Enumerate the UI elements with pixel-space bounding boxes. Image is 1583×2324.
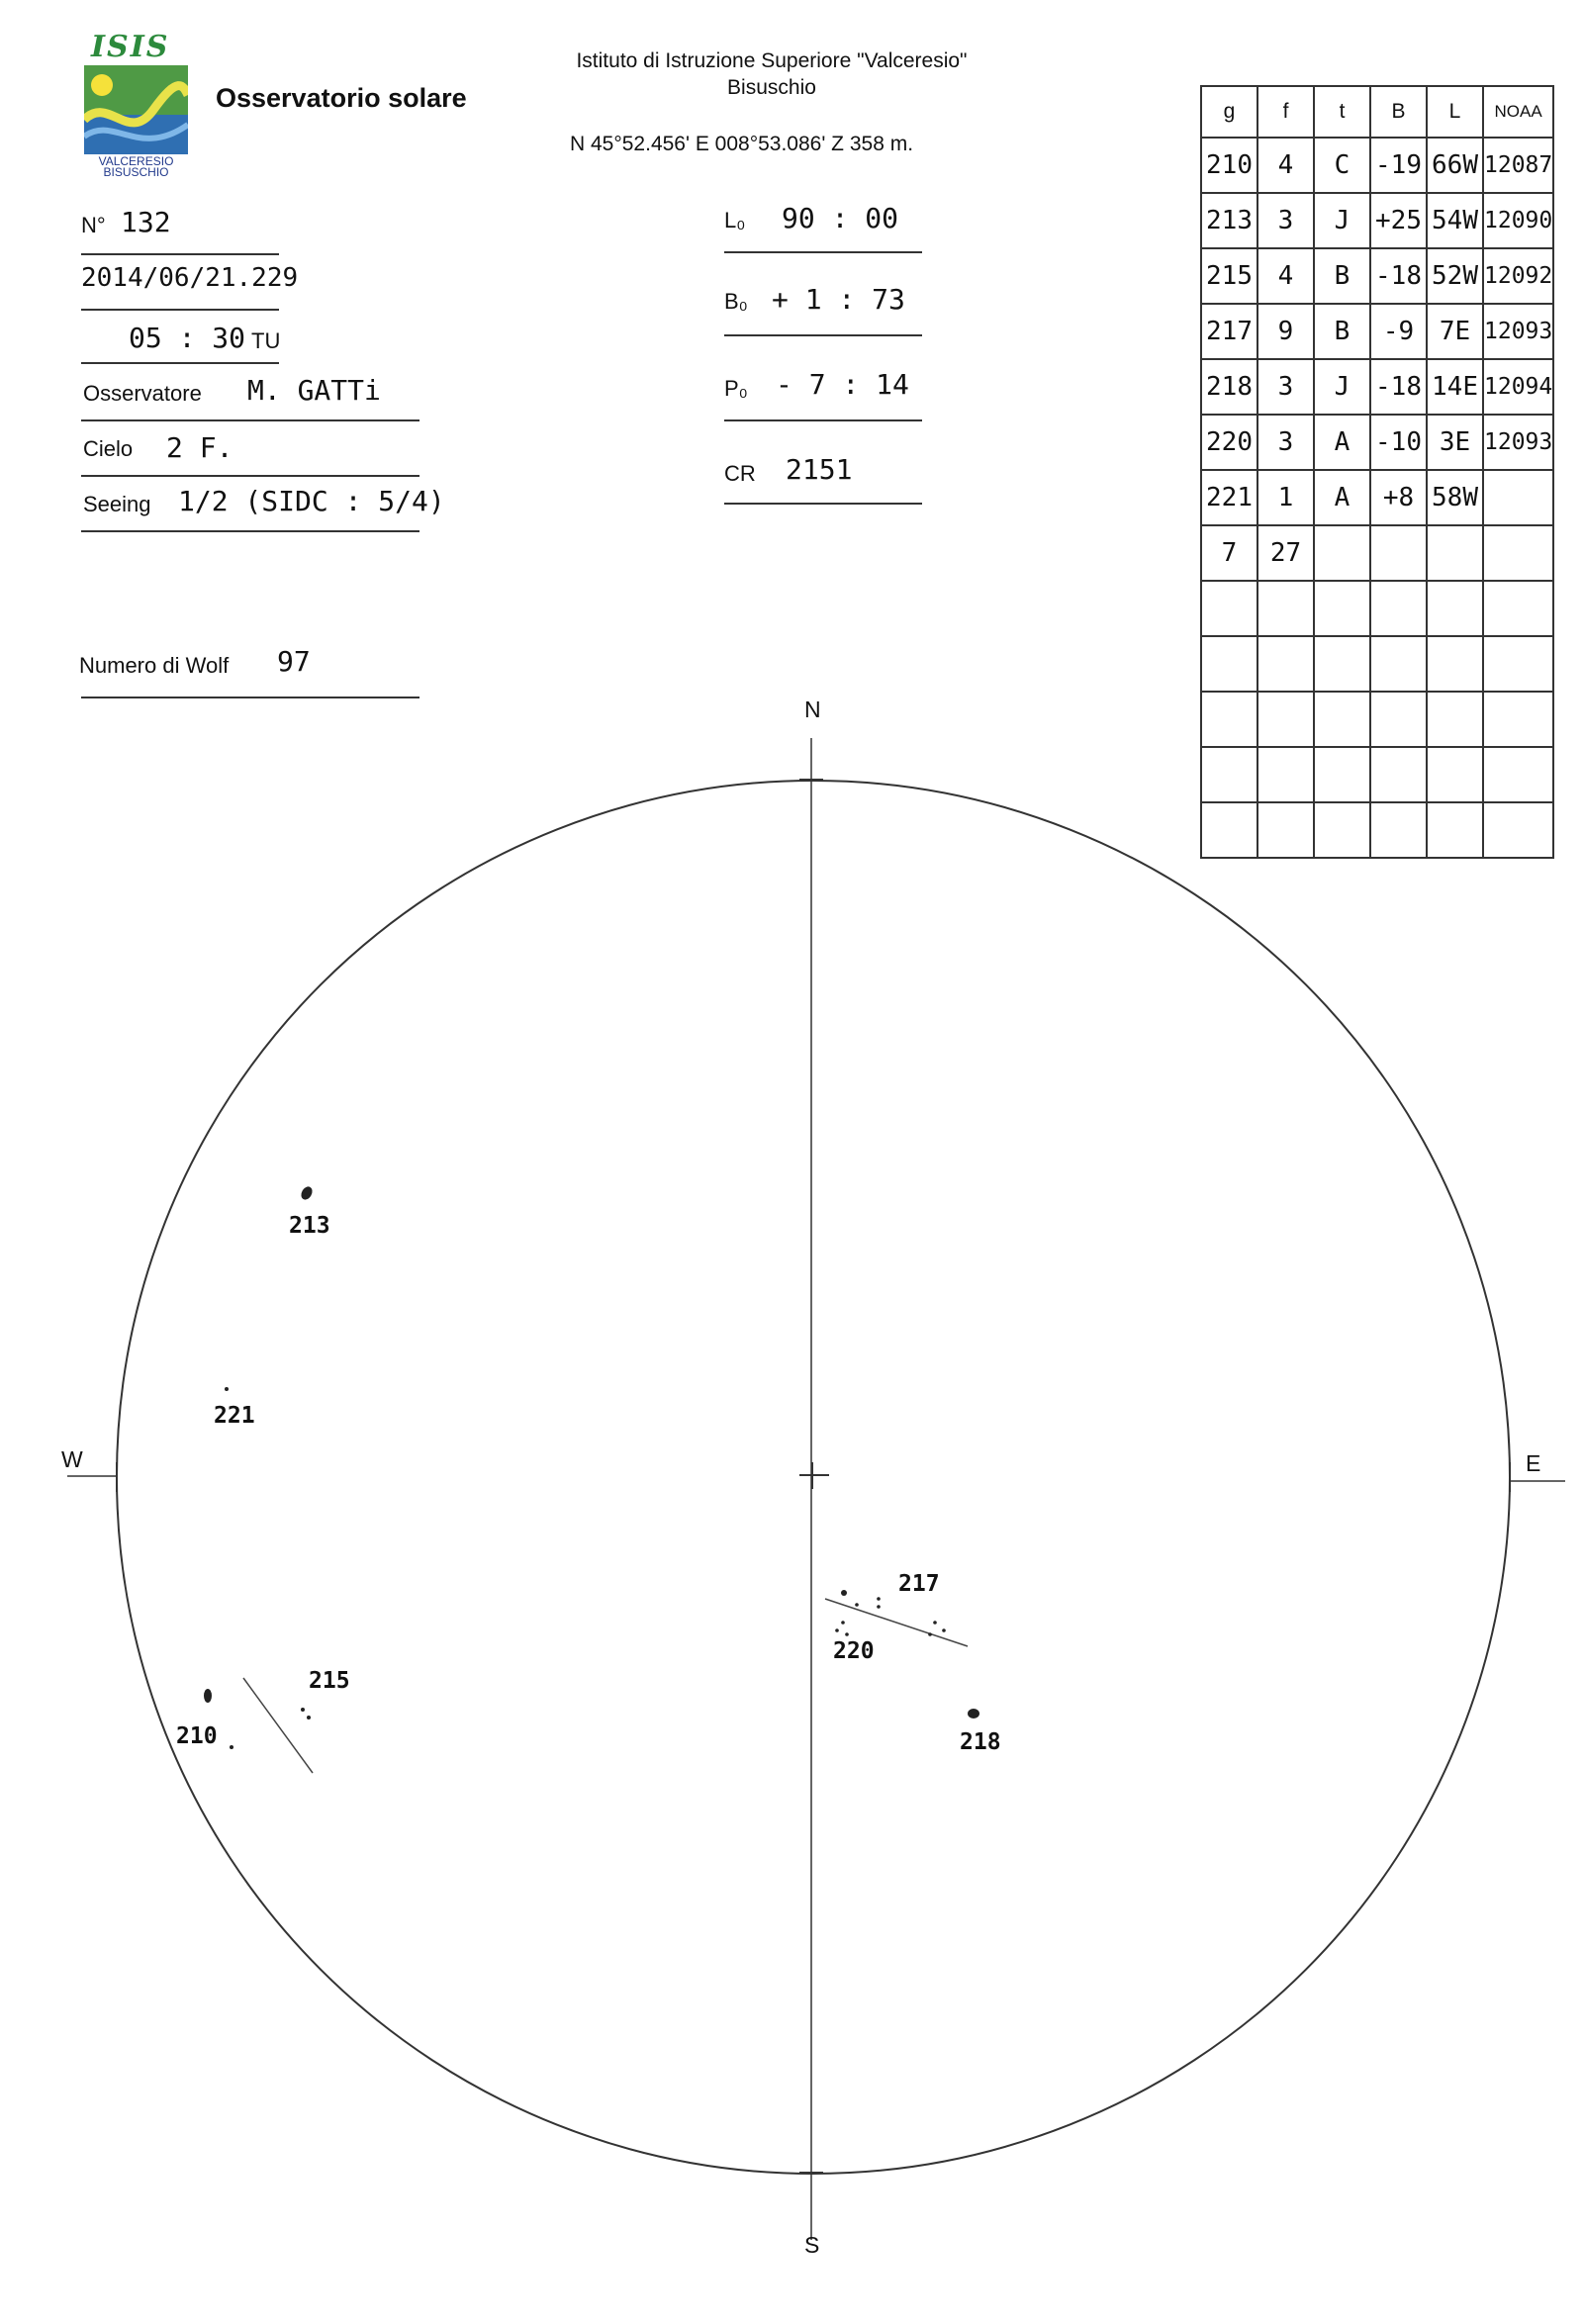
group-label-213: 213 [289, 1213, 330, 1239]
table-cell: J [1314, 193, 1370, 248]
sunspot-221 [225, 1387, 229, 1391]
sunspot-220-a [841, 1621, 845, 1625]
wolf-label: Numero di Wolf [79, 653, 230, 678]
table-cell: 215 [1201, 248, 1257, 304]
table-cell: 4 [1257, 248, 1314, 304]
sunspot-213 [299, 1184, 315, 1201]
observer-label: Osservatore [83, 381, 202, 406]
number-value: 132 [121, 206, 171, 238]
table-cell: 221 [1201, 470, 1257, 525]
time-value: 05 : 30 [129, 322, 246, 354]
sunspot-217-f [942, 1628, 946, 1632]
table-cell: 220 [1201, 415, 1257, 470]
time-unit: TU [251, 328, 281, 353]
table-cell: 3 [1257, 359, 1314, 415]
cr-label: CR [724, 461, 756, 486]
table-cell: 1 [1257, 470, 1314, 525]
table-cell: -18 [1370, 248, 1427, 304]
table-cell: -10 [1370, 415, 1427, 470]
table-cell: 12093 [1483, 415, 1553, 470]
cr-value: 2151 [786, 453, 853, 486]
col-header-noaa: NOAA [1483, 86, 1553, 138]
group-label-221: 221 [214, 1403, 255, 1429]
sunspot-217-g [928, 1632, 932, 1636]
station-coordinates: N 45°52.456' E 008°53.086' Z 358 m. [570, 133, 914, 155]
table-cell: C [1314, 138, 1370, 193]
sky-label: Cielo [83, 436, 134, 461]
col-header-b: B [1370, 86, 1427, 138]
sunspot-220-b [835, 1628, 839, 1632]
col-header-l: L [1427, 86, 1483, 138]
sunspot-220-c [845, 1632, 849, 1636]
group-label-210: 210 [176, 1723, 218, 1749]
logo-sub-1: VALCERESIO [98, 154, 174, 168]
observatory-title: Osservatorio solare [216, 83, 467, 113]
group-215-axis [243, 1678, 313, 1773]
institute-line-2: Bisuschio [727, 76, 816, 99]
table-cell: 7 [1201, 525, 1257, 581]
logo-sub-2: BISUSCHIO [103, 165, 169, 179]
south-label: S [804, 2232, 820, 2258]
group-label-215: 215 [309, 1668, 350, 1694]
table-cell: 12090 [1483, 193, 1553, 248]
table-cell: 213 [1201, 193, 1257, 248]
group-label-218: 218 [960, 1729, 1001, 1755]
b0-value: + 1 : 73 [772, 283, 905, 316]
table-cell: 58W [1427, 470, 1483, 525]
sunspot-215-a [301, 1708, 305, 1712]
table-cell: 210 [1201, 138, 1257, 193]
institute-line-1: Istituto di Istruzione Superiore "Valceresio" [576, 49, 968, 72]
group-label-220: 220 [833, 1638, 875, 1664]
table-cell: A [1314, 470, 1370, 525]
table-cell: 12094 [1483, 359, 1553, 415]
table-cell: 3 [1257, 193, 1314, 248]
sunspot-218 [968, 1709, 979, 1719]
col-header-g: g [1201, 86, 1257, 138]
table-cell: B [1314, 248, 1370, 304]
sunspot-210 [204, 1689, 212, 1703]
table-cell: 12093 [1483, 304, 1553, 359]
group-label-217: 217 [898, 1571, 940, 1597]
table-cell: -19 [1370, 138, 1427, 193]
table-cell: +25 [1370, 193, 1427, 248]
table-cell: 12087 [1483, 138, 1553, 193]
table-cell: 4 [1257, 138, 1314, 193]
table-cell: +8 [1370, 470, 1427, 525]
table-cell: A [1314, 415, 1370, 470]
table-cell: 27 [1257, 525, 1314, 581]
table-cell: B [1314, 304, 1370, 359]
date-value: 2014/06/21.229 [81, 263, 299, 293]
table-cell: 12092 [1483, 248, 1553, 304]
p0-value: - 7 : 14 [776, 368, 909, 401]
observer-value: M. GATTi [247, 374, 381, 407]
table-cell: -9 [1370, 304, 1427, 359]
col-header-t: t [1314, 86, 1370, 138]
col-header-f: f [1257, 86, 1314, 138]
table-cell: 52W [1427, 248, 1483, 304]
sunspot-217-a [841, 1590, 847, 1596]
west-label: W [61, 1446, 83, 1472]
table-cell: 218 [1201, 359, 1257, 415]
table-cell: 217 [1201, 304, 1257, 359]
table-cell: -18 [1370, 359, 1427, 415]
sunspot-217-c [877, 1597, 881, 1601]
seeing-label: Seeing [83, 492, 151, 516]
wolf-value: 97 [277, 645, 311, 678]
l0-label: L₀ [724, 208, 746, 232]
table-cell: J [1314, 359, 1370, 415]
logo-text: ISIS [91, 30, 170, 64]
b0-label: B₀ [724, 289, 748, 314]
table-cell: 9 [1257, 304, 1314, 359]
table-cell: 3 [1257, 415, 1314, 470]
sunspot-217-d [877, 1605, 881, 1609]
table-cell: 3E [1427, 415, 1483, 470]
table-cell: 7E [1427, 304, 1483, 359]
sunspot-215-b [307, 1716, 311, 1720]
sunspot-217-e [933, 1621, 937, 1625]
table-cell: 66W [1427, 138, 1483, 193]
sky-value: 2 F. [166, 431, 233, 464]
east-label: E [1526, 1450, 1541, 1476]
p0-label: P₀ [724, 376, 748, 401]
north-label: N [804, 697, 821, 722]
sunspot-217-b [855, 1603, 859, 1607]
l0-value: 90 : 00 [782, 202, 899, 234]
number-label: N° [81, 213, 106, 237]
seeing-value: 1/2 (SIDC : 5/4) [178, 485, 445, 517]
sunspot-210-b [230, 1745, 233, 1749]
table-cell: 14E [1427, 359, 1483, 415]
table-cell: 54W [1427, 193, 1483, 248]
